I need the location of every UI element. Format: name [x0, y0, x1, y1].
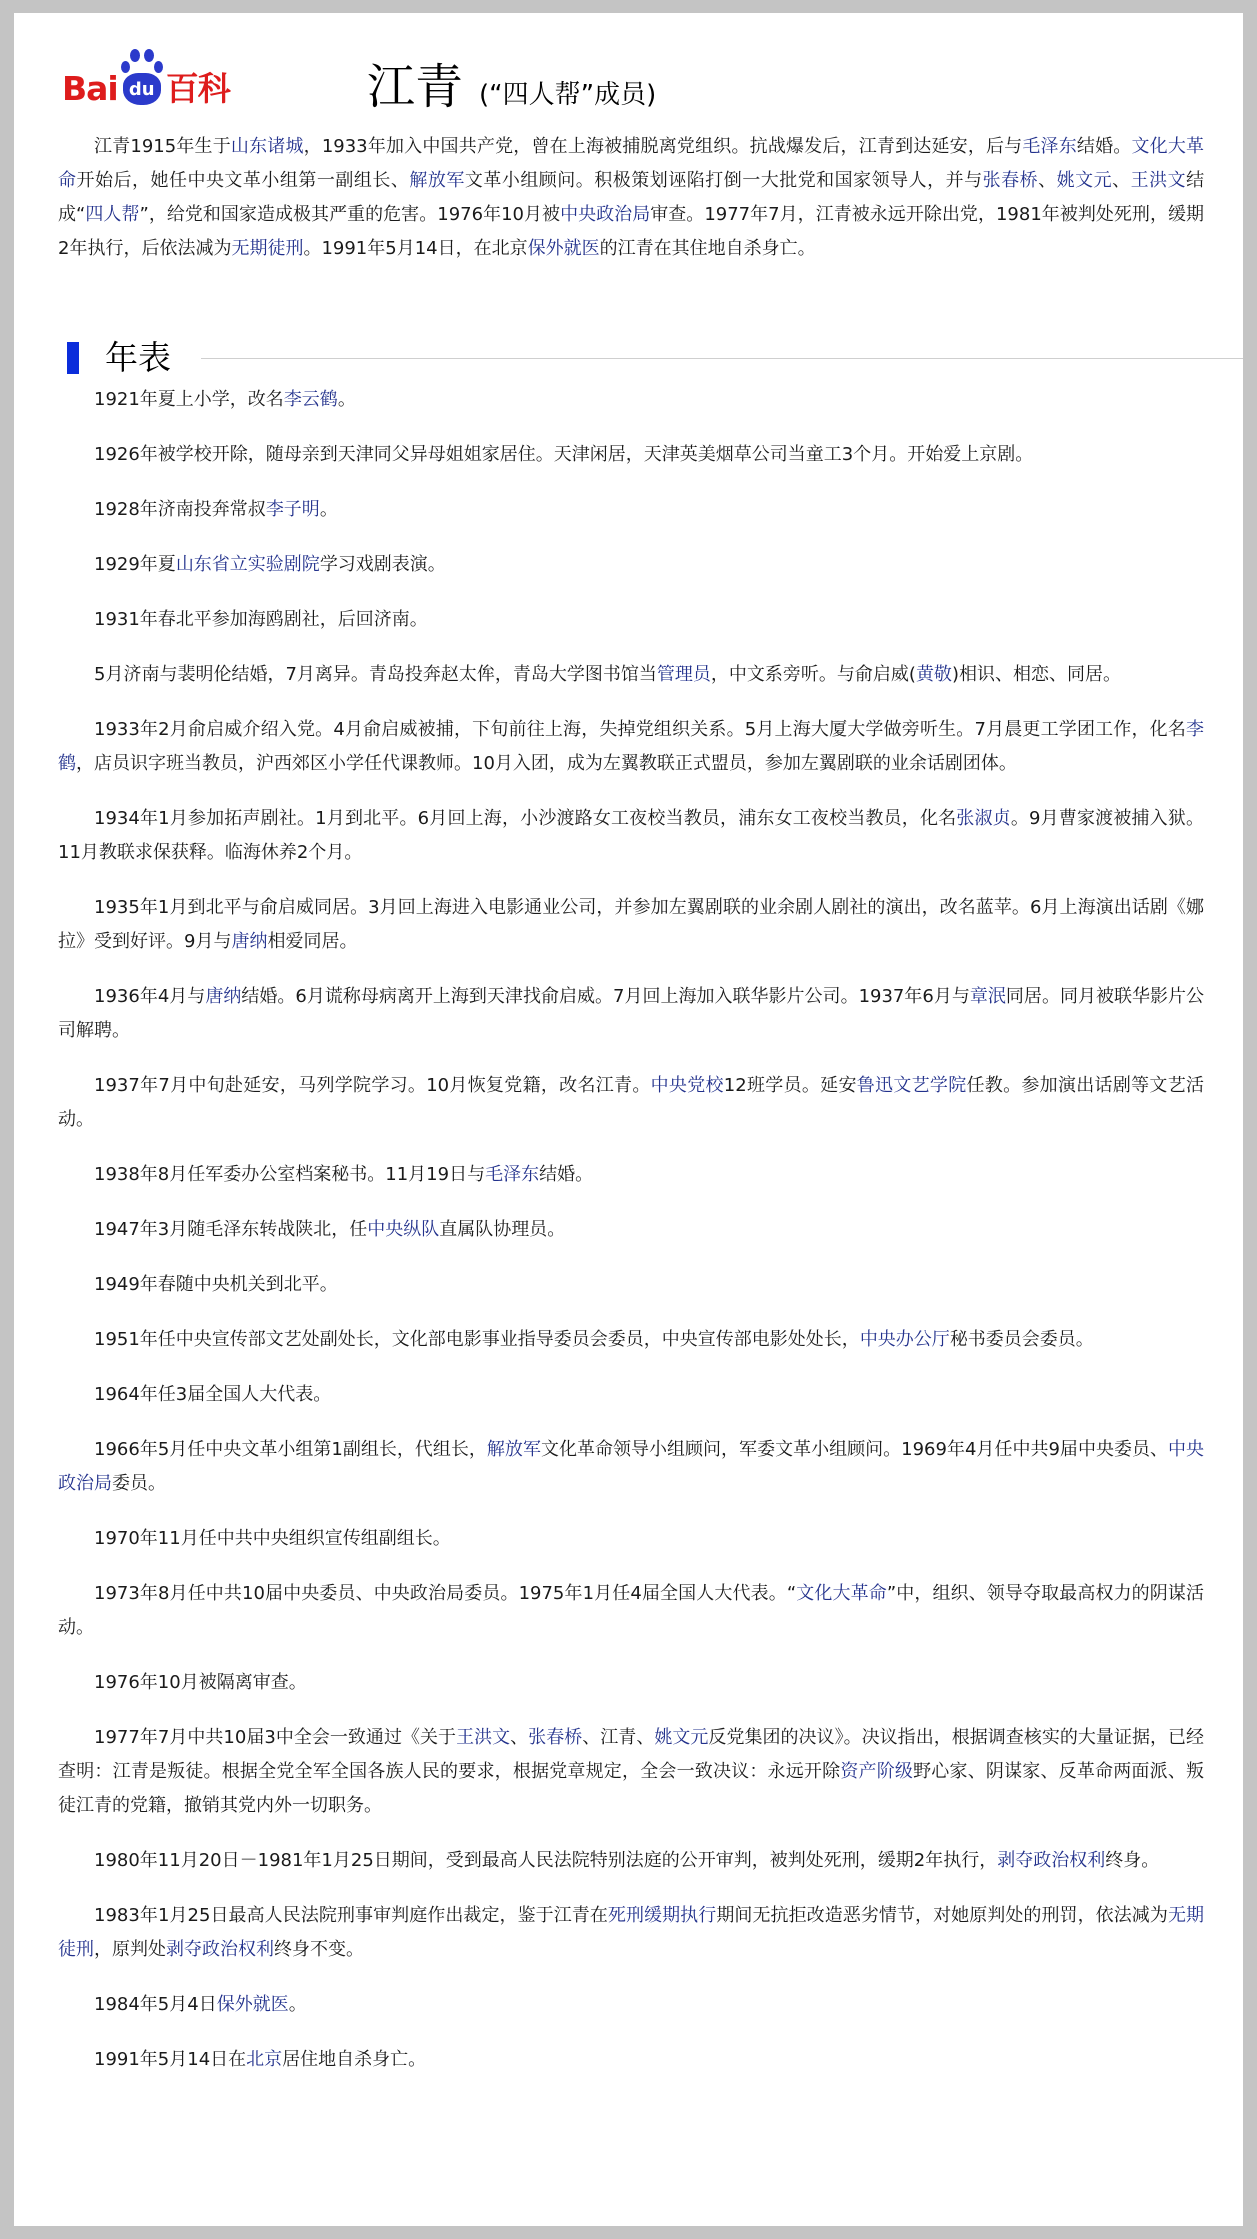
inline-link[interactable]: 中央政治局 [560, 204, 651, 225]
text-segment: 1926年被学校开除，随母亲到天津同父异母姐姐家居住。天津闲居，天津英美烟草公司当童工3个月。开始爱上京剧。 [94, 444, 1034, 465]
text-segment: 1984年5月4日 [94, 1994, 217, 2015]
section-marker [67, 342, 79, 374]
logo-text-du: du [123, 73, 161, 105]
text-segment: 1949年春随中央机关到北平。 [94, 1274, 338, 1295]
chronology-entry [58, 802, 1204, 870]
chronology-entry [58, 2043, 1204, 2077]
inline-link[interactable]: 黄敬 [915, 664, 952, 685]
section-header-chronology [67, 326, 1243, 377]
inline-link[interactable]: 无期徒刑 [58, 1905, 1205, 1960]
inline-link[interactable]: 姚文元 [1056, 170, 1113, 191]
inline-link[interactable]: 四人帮 [85, 204, 140, 225]
inline-link[interactable]: 死刑缓期执行 [607, 1905, 717, 1926]
text-segment: 相爱同居。 [267, 931, 358, 952]
inline-link[interactable]: 王洪文 [456, 1727, 511, 1748]
chronology-entry [58, 1899, 1204, 1967]
text-segment: 1929年夏 [94, 554, 176, 575]
inline-link[interactable]: 文化大革命 [58, 136, 1205, 191]
text-segment: 、江青、 [582, 1727, 655, 1748]
text-segment: 反党集团的决议》。决议指出，根据调查核实的大量证据，已经查明：江青是叛徒。根据全党全军全国各族人民的要求，根据党章规定，全会一致决议：永远开除 [58, 1727, 1205, 1782]
text-segment: 12班学员。延安 [723, 1075, 857, 1096]
text-segment: 。1991年5月14日，在北京 [303, 238, 528, 259]
chronology-entry [58, 1323, 1204, 1357]
text-segment: 。9月曹家渡被捕入狱。11月教联求保获释。临海休养2个月。 [58, 808, 1205, 863]
text-segment: 结婚。 [1076, 136, 1132, 157]
chronology-entry [58, 603, 1204, 637]
chronology-entry [58, 713, 1204, 781]
chronology-entry [58, 548, 1204, 582]
text-segment: 文革小组顾问。积极策划诬陷打倒一大批党和国家领导人，并与 [464, 170, 983, 191]
intro-paragraph [58, 130, 1204, 266]
text-segment: 1931年春北平参加海鸥剧社，后回济南。 [94, 609, 428, 630]
inline-link[interactable]: 唐纳 [231, 931, 268, 952]
text-segment: 1928年济南投奔常叔 [94, 499, 266, 520]
text-segment: 结成“ [58, 170, 1205, 225]
text-segment: 。 [288, 1994, 307, 2015]
text-segment: 终身。 [1105, 1850, 1160, 1871]
inline-link[interactable]: 张春桥 [528, 1727, 583, 1748]
inline-link[interactable]: 资产阶级 [840, 1761, 914, 1782]
encyclopedia-page [14, 13, 1243, 2226]
chronology-entry [58, 1158, 1204, 1192]
text-segment: 1991年5月14日在 [94, 2049, 247, 2070]
text-segment: 1938年8月任军委办公室档案秘书。11月19日与 [94, 1164, 486, 1185]
text-segment: ，店员识字班当教员，沪西郊区小学任代课教师。10月入团，成为左翼教联正式盟员，参加左翼剧联的业余话剧团体。 [76, 753, 1017, 774]
inline-link[interactable]: 剥夺政治权利 [166, 1939, 274, 1960]
inline-link[interactable]: 中央办公厅 [859, 1329, 950, 1350]
text-segment: 1936年4月与 [94, 986, 206, 1007]
inline-link[interactable]: 张淑贞 [956, 808, 1011, 829]
text-segment: 秘书委员会委员。 [949, 1329, 1094, 1350]
inline-link[interactable]: 李子明 [265, 499, 320, 520]
text-segment: ”，给党和国家造成极其严重的危害。1976年10月被 [139, 204, 561, 225]
text-segment: 同居。同月被联华影片公司解聘。 [58, 986, 1205, 1041]
text-segment: 1937年7月中旬赴延安，马列学院学习。10月恢复党籍，改名江青。 [94, 1075, 651, 1096]
text-segment: 委员。 [112, 1473, 166, 1494]
text-segment: 1976年10月被隔离审查。 [94, 1672, 307, 1693]
title-subtitle: (“四人帮”成员) [479, 80, 657, 110]
inline-link[interactable]: 毛泽东 [1022, 136, 1077, 157]
inline-link[interactable]: 王洪文 [1130, 170, 1187, 191]
text-segment: ，中文系旁听。与俞启威( [710, 664, 916, 685]
text-segment: 学习戏剧表演。 [319, 554, 446, 575]
text-segment: 。 [337, 389, 356, 410]
chronology-entry [58, 1721, 1204, 1823]
text-segment: ”中，组织、领导夺取最高权力的阴谋活动。 [58, 1583, 1205, 1638]
chronology-entry [58, 1069, 1204, 1137]
inline-link[interactable]: 保外就医 [216, 1994, 289, 2015]
chronology-entry [58, 1433, 1204, 1501]
text-segment: 期间无抗拒改造恶劣情节，对她原判处的刑罚，依法减为 [716, 1905, 1168, 1926]
page-title [367, 59, 656, 115]
inline-link[interactable]: 解放军 [486, 1439, 541, 1460]
section-title: 年表 [105, 338, 171, 377]
text-segment: 1977年7月中共10届3中全会一致通过《关于 [94, 1727, 457, 1748]
inline-link[interactable]: 剥夺政治权利 [997, 1850, 1106, 1871]
chronology-entry [58, 438, 1204, 472]
text-segment: 1973年8月任中共10届中央委员、中央政治局委员。1975年1月任4届全国人大代表。“ [94, 1583, 797, 1604]
chronology-list [58, 383, 1204, 2098]
inline-link[interactable]: 李云鹤 [283, 389, 338, 410]
text-segment: 1964年任3届全国人大代表。 [94, 1384, 332, 1405]
inline-link[interactable]: 中央党校 [650, 1075, 724, 1096]
text-segment: 居住地自杀身亡。 [282, 2049, 427, 2070]
text-segment: 任教。参加演出话剧等文艺活动。 [58, 1075, 1205, 1130]
inline-link[interactable]: 唐纳 [205, 986, 242, 1007]
chronology-entry [58, 1844, 1204, 1878]
title-main: 江青 [367, 59, 464, 115]
text-segment: 、 [510, 1727, 529, 1748]
inline-link[interactable]: 姚文元 [654, 1727, 709, 1748]
text-segment: 结婚。6月谎称母病离开上海到天津找俞启威。7月回上海加入联华影片公司。1937年6月与 [241, 986, 970, 1007]
text-segment: 1970年11月任中共中央组织宣传组副组长。 [94, 1528, 451, 1549]
text-segment: 1951年任中央宣传部文艺处副处长，文化部电影事业指导委员会委员，中央宣传部电影处处长， [94, 1329, 860, 1350]
chronology-entry [58, 383, 1204, 417]
text-segment: 、 [1112, 170, 1131, 191]
inline-link[interactable]: 山东诸城 [230, 136, 304, 157]
inline-link[interactable]: 张春桥 [982, 170, 1039, 191]
text-segment: 直属队协理员。 [439, 1219, 566, 1240]
chronology-entry [58, 1378, 1204, 1412]
text-segment: 1934年1月参加拓声剧社。1月到北平。6月回上海，小沙渡路女工夜校当教员，浦东女工夜校当教员，化名 [94, 808, 957, 829]
inline-link[interactable]: 章泯 [969, 986, 1006, 1007]
chronology-entry [58, 1522, 1204, 1556]
chronology-entry [58, 658, 1204, 692]
text-segment: 终身不变。 [274, 1939, 364, 1960]
inline-link[interactable]: 北京 [246, 2049, 283, 2070]
inline-link[interactable]: 文化大革命 [796, 1583, 887, 1604]
text-segment: 1983年1月25日最高人民法院刑事审判庭作出裁定，鉴于江青在 [94, 1905, 608, 1926]
text-segment: 、 [1038, 170, 1057, 191]
text-segment: )相识、相恋、同居。 [951, 664, 1121, 685]
paw-icon [119, 47, 165, 107]
section-divider [201, 358, 1243, 359]
chronology-entry [58, 1213, 1204, 1247]
text-segment: 1921年夏上小学，改名 [94, 389, 284, 410]
text-segment: 5月济南与裴明伦结婚，7月离异。青岛投奔赵太侔，青岛大学图书馆当 [94, 664, 657, 685]
inline-link[interactable]: 毛泽东 [485, 1164, 540, 1185]
logo-text-baike: 百科 [165, 69, 230, 108]
chronology-entry [58, 1577, 1204, 1645]
chronology-entry [58, 980, 1204, 1048]
text-segment: 的江青在其住地自杀身亡。 [599, 238, 816, 259]
chronology-entry [58, 891, 1204, 959]
inline-link[interactable]: 中央纵队 [367, 1219, 440, 1240]
inline-link[interactable]: 无期徒刑 [231, 238, 304, 259]
inline-link[interactable]: 李鹤 [58, 719, 1204, 774]
chronology-entry [58, 493, 1204, 527]
text-segment: 1980年11月20日－1981年1月25日期间，受到最高人民法院特别法庭的公开审判，被判处死刑，缓期2年执行， [94, 1850, 998, 1871]
text-segment: 1933年2月俞启威介绍入党。4月俞启威被捕，下旬前往上海，失掉党组织关系。5月上海大厦大学做旁听生。7月晨更工学团工作，化名 [94, 719, 1186, 740]
text-segment: 开始后，她任中央文革小组第一副组长、 [76, 170, 410, 191]
inline-link[interactable]: 解放军 [409, 170, 465, 191]
inline-link[interactable]: 山东省立实验剧院 [175, 554, 320, 575]
text-segment: 江青1915年生于 [94, 136, 231, 157]
text-segment: 。 [319, 499, 338, 520]
chronology-entry [58, 1666, 1204, 1700]
chronology-entry [58, 1268, 1204, 1302]
baike-logo[interactable] [62, 41, 230, 107]
text-segment: ，1933年加入中国共产党，曾在上海被捕脱离党组织。抗战爆发后，江青到达延安，后与 [303, 136, 1023, 157]
inline-link[interactable]: 鲁迅文艺学院 [856, 1075, 967, 1096]
text-segment: 1935年1月到北平与俞启威同居。3月回上海进入电影通业公司，并参加左翼剧联的业余剧人剧社的演出，改名蓝苹。6月上海演出话剧《娜拉》受到好评。9月与 [58, 897, 1204, 952]
text-segment: 结婚。 [539, 1164, 594, 1185]
text-segment: 1966年5月任中央文革小组第1副组长，代组长， [94, 1439, 487, 1460]
text-segment: 野心家、阴谋家、反革命两面派、叛徒江青的党籍，撤销其党内外一切职务。 [58, 1761, 1205, 1816]
inline-link[interactable]: 管理员 [656, 664, 711, 685]
text-segment: 文化革命领导小组顾问，军委文革小组顾问。1969年4月任中共9届中央委员、 [540, 1439, 1168, 1460]
inline-link[interactable]: 保外就医 [527, 238, 600, 259]
text-segment: ，原判处 [94, 1939, 166, 1960]
text-segment: 审查。1977年7月，江青被永远开除出党，1981年被判处死刑，缓期2年执行，后依法减为 [58, 204, 1205, 259]
chronology-entry [58, 1988, 1204, 2022]
text-segment: 1947年3月随毛泽东转战陕北，任 [94, 1219, 368, 1240]
inline-link[interactable]: 中央政治局 [58, 1439, 1205, 1494]
logo-text-bai: Bai [62, 69, 118, 108]
